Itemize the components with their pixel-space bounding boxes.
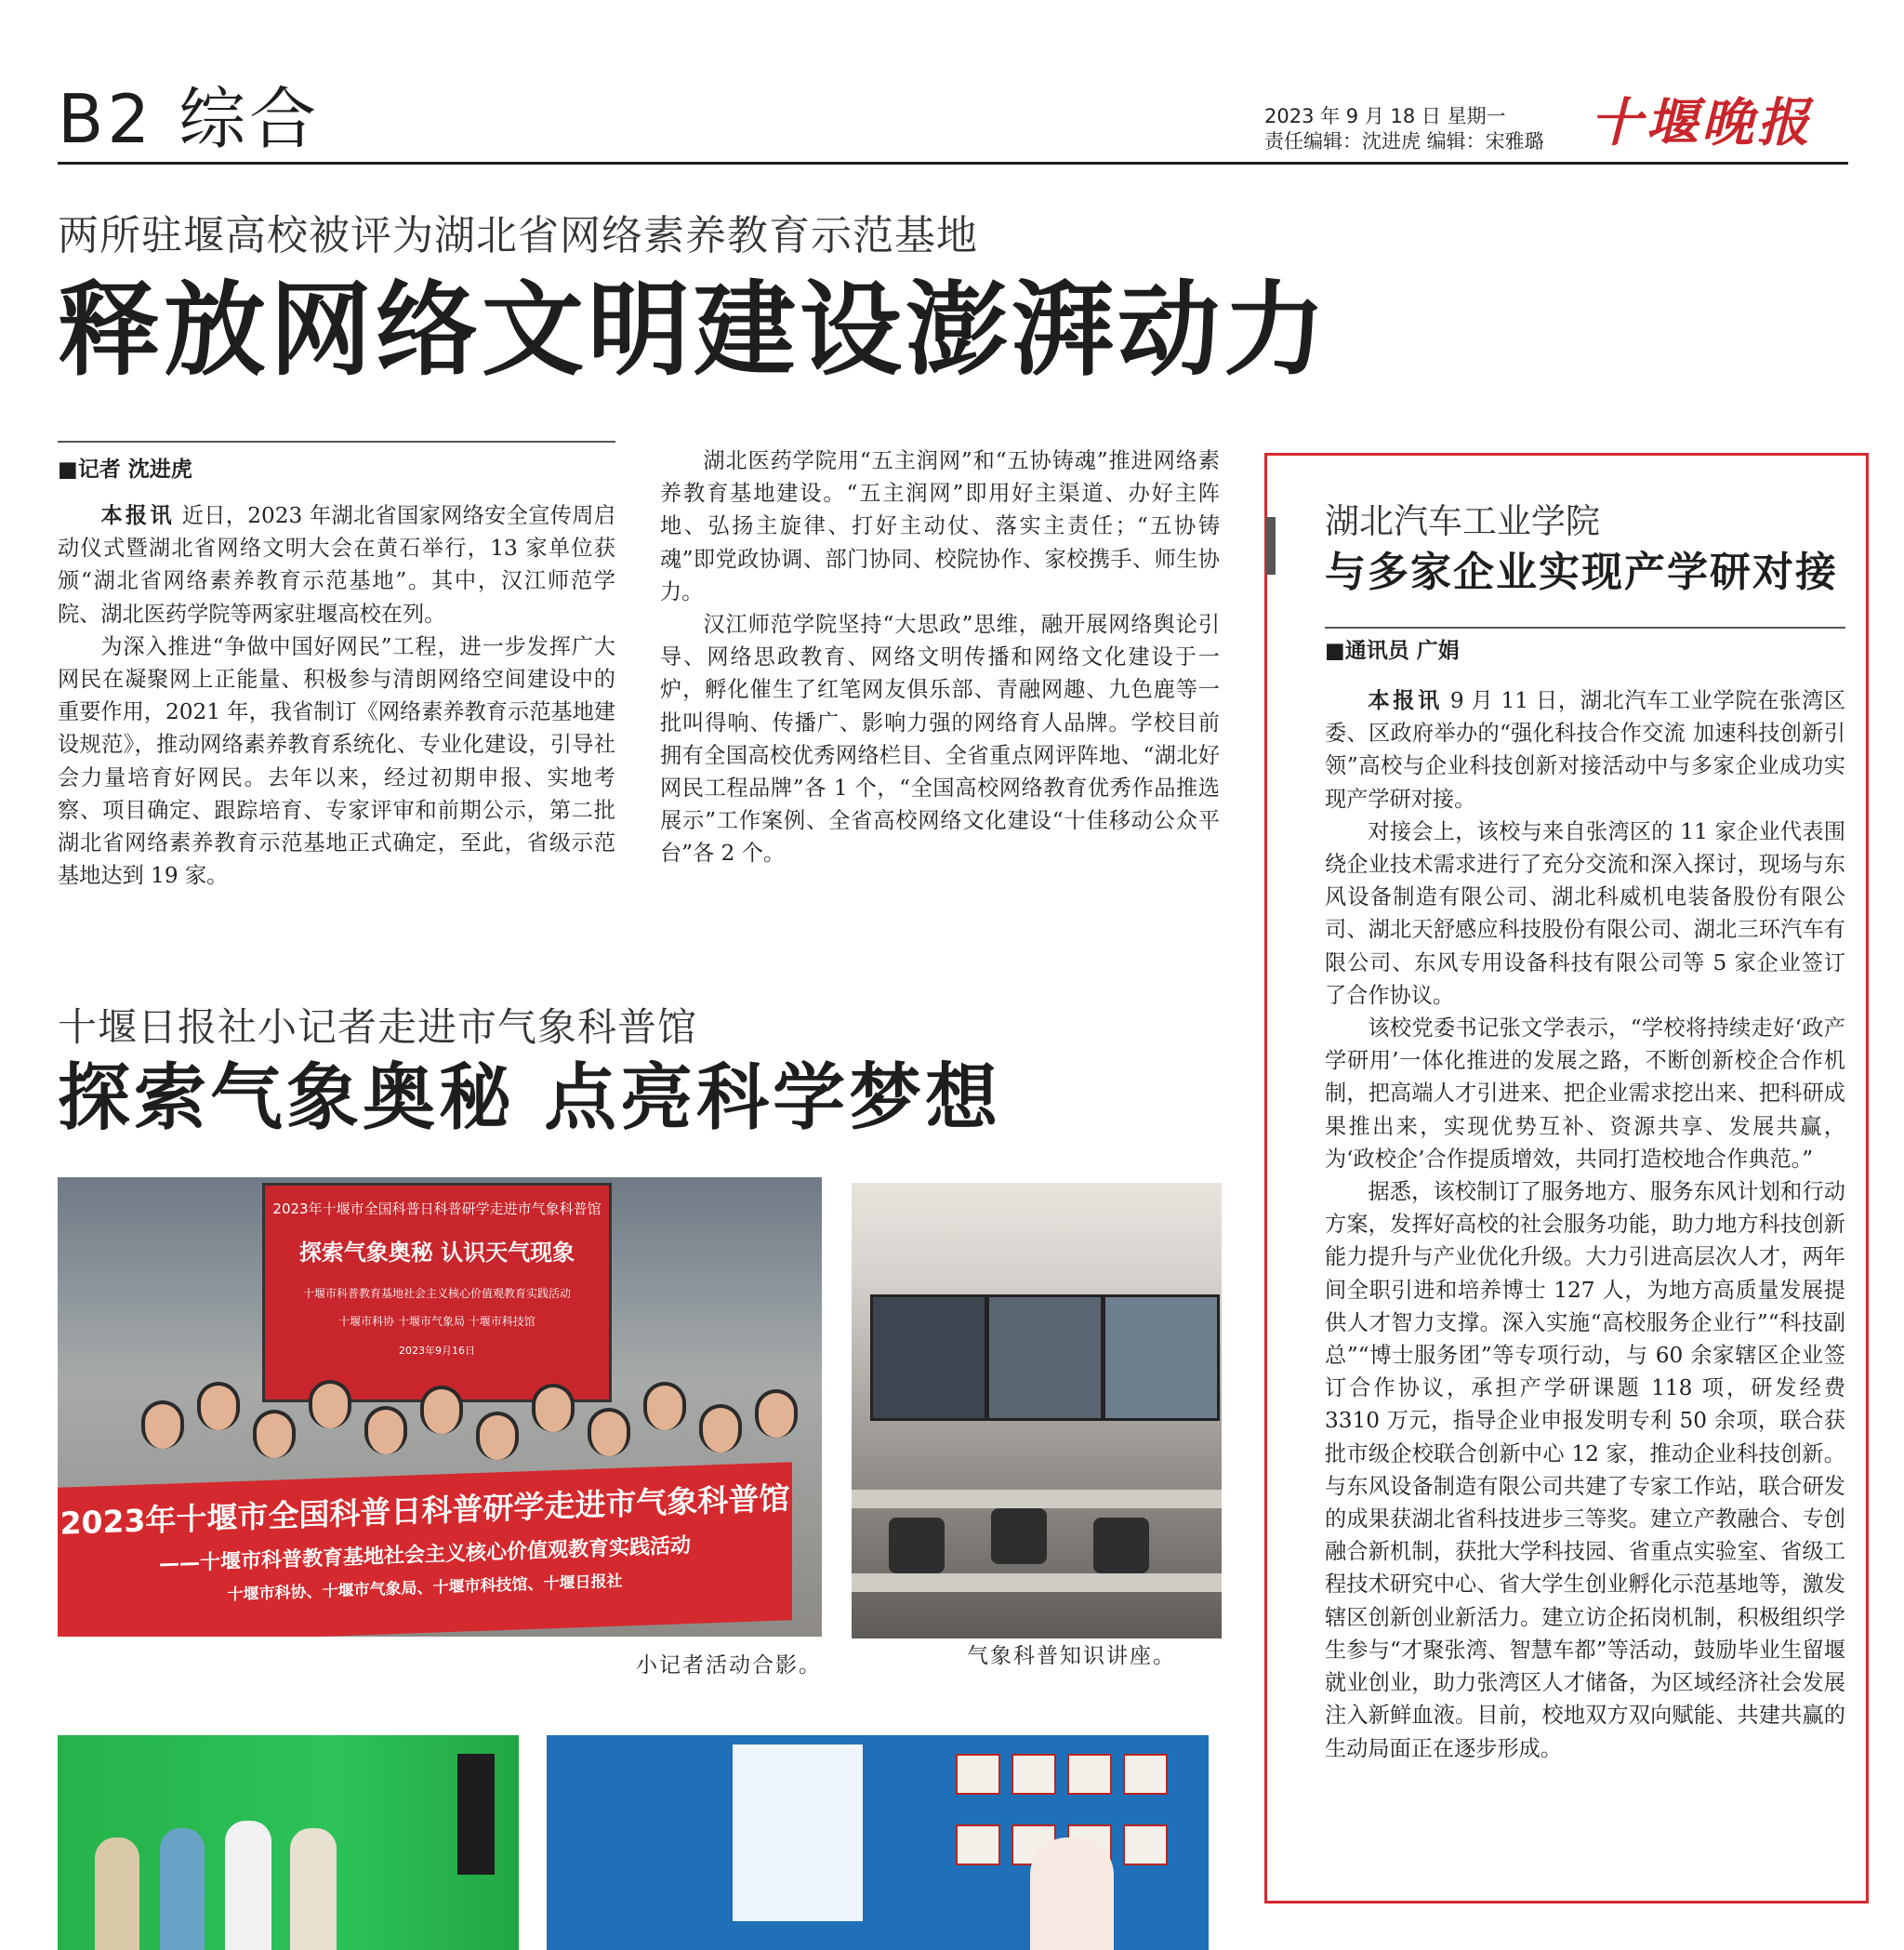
child-figure bbox=[476, 1412, 519, 1460]
screen-line: 2023年十堰市全国科普日科普研学走进市气象科普馆 bbox=[272, 1201, 602, 1217]
desk-row bbox=[852, 1573, 1222, 1592]
video-wall-panel bbox=[1103, 1294, 1220, 1421]
video-wall-panel bbox=[986, 1294, 1104, 1421]
article1-byline: ■记者 沈进虎 bbox=[58, 458, 192, 482]
red-banner bbox=[58, 1462, 792, 1637]
lead-tag: 本报讯 bbox=[1368, 688, 1443, 713]
banner-line: 2023年十堰市全国科普日科普研学走进市气象科普馆 bbox=[60, 1479, 790, 1542]
screen-line: 探索气象奥秘 认识天气现象 bbox=[298, 1240, 575, 1266]
header-info bbox=[1264, 104, 1544, 154]
child-figure bbox=[253, 1410, 296, 1458]
warning-icon-tile bbox=[956, 1754, 1000, 1795]
banner-line: 十堰市科协、十堰市气象局、十堰市科技馆、十堰日报社 bbox=[227, 1572, 623, 1605]
header-rule bbox=[58, 162, 1848, 165]
photo1-caption: 小记者活动合影。 bbox=[636, 1653, 822, 1678]
chair bbox=[1093, 1518, 1149, 1573]
paragraph-text: 近日，2023 年湖北省国家网络安全宣传周启动仪式暨湖北省网络文明大会在黄石举行，13 家单位获颁“湖北省网络素养教育示范基地”。其中，汉江师范学院、湖北医药学院等两家驻堰高校在列。 bbox=[58, 503, 615, 627]
chair bbox=[991, 1508, 1047, 1564]
paragraph-text: 9 月 11 日，湖北汽车工业学院在张湾区委、区政府举办的“强化科技合作交流 加速科技创新引领”高校与企业科技创新对接活动中与多家企业成功实现产学研对接。 bbox=[1325, 688, 1846, 812]
child-figure bbox=[141, 1400, 184, 1449]
article2-headline: 探索气象奥秘 点亮科学梦想 bbox=[58, 1055, 1002, 1140]
article1-paragraph: 为深入推进“争做中国好网民”工程，进一步发挥广大网民在凝聚网上正能量、积极参与清朗网络空间建设中的重要作用，2021 年，我省制订《网络素养教育示范基地建设规范》，推动网络素养教育系统化、专业化建设，引导社会力量培育好网民。去年以来，经过初期申报、实地考察、项目确定、跟踪培育、专家评审和前期公示，第二批湖北省网络素养教育示范基地正式确定，至此，省级示范基地达到 19 家。 bbox=[58, 633, 615, 889]
instructor-figure bbox=[1030, 1837, 1114, 1950]
issue-date: 2023 年 9 月 18 日 星期一 bbox=[1264, 105, 1506, 127]
child-figure bbox=[420, 1386, 463, 1434]
sidebar-paragraph: 据悉，该校制订了服务地方、服务东风计划和行动方案，发挥好高校的社会服务功能，助力地方科技创新能力提升与产业优化升级。大力引进高层次人才，两年间全职引进和培养博士 127 人，为地方高质量发展提供人才智力支撑。深入实施“高校服务企业行”“科技副总”“博士服务团”等专项行动，与 60 余家辖区企业签订合作协议，承担产学研课题 118 项，研发经费 3310 万元，指导企业申报发明专利 50 余项，联合获批市级企校联合创新中心 12 家，推动企业科技创新。与东风设备制造有限公司共建了专家工作站，联合研发的成果获湖北省科技进步三等奖。建立产教融合、专创融合新机制，获批大学科技园、省重点实验室、省级工程技术研究中心、省大学生创业孵化示范基地等，激发辖区创新创业新活力。建立访企拓岗机制，积极组织学生参与“才聚张湾、智慧车都”等活动，鼓励毕业生留堰就业创业，助力张湾区人才储备，为区域经济社会发展注入新鲜血液。目前，校地双方双向赋能、共建共赢的生动局面正在逐步形成。 bbox=[1325, 1179, 1845, 1761]
photo2-caption: 气象科普知识讲座。 bbox=[967, 1644, 1176, 1668]
child-figure bbox=[364, 1406, 407, 1454]
article2-kicker: 十堰日报社小记者走进市气象科普馆 bbox=[58, 1004, 698, 1050]
article1-paragraph: 汉江师范学院坚持“大思政”思维，融开展网络舆论引导、网络思政教育、网络文明传播和网络文化建设于一炉，孵化催生了红笔网友俱乐部、青融网趣、九色鹿等一批叫得响、传播广、影响力强的网络育人品牌。学校目前拥有全国高校优秀网络栏目、全省重点网评阵地、“湖北好网民工程品牌”各 1 个，“全国高校网络教育优秀作品推选展示”工作案例、全省高校网络文化建设“十佳移动公众平台”各 2 个。 bbox=[660, 612, 1220, 867]
screen-line: 2023年9月16日 bbox=[399, 1345, 475, 1357]
child-figure bbox=[95, 1837, 139, 1950]
video-wall-panel bbox=[870, 1294, 987, 1421]
child-figure bbox=[532, 1384, 575, 1432]
chair bbox=[889, 1518, 945, 1573]
info-poster bbox=[733, 1744, 863, 1921]
section-label: B2 综合 bbox=[58, 80, 321, 158]
child-figure bbox=[197, 1382, 240, 1430]
sidebar-kicker: 湖北汽车工业学院 bbox=[1325, 501, 1600, 541]
desk-row bbox=[852, 1490, 1222, 1508]
sidebar-title: 与多家企业实现产学研对接 bbox=[1325, 549, 1838, 596]
warning-icon-tile bbox=[1012, 1754, 1056, 1795]
child-figure bbox=[755, 1389, 798, 1438]
lecture-photo bbox=[852, 1183, 1222, 1638]
display-wall-photo bbox=[547, 1735, 1209, 1950]
article1-rule bbox=[58, 441, 615, 443]
lead-tag: 本报讯 bbox=[100, 503, 175, 528]
warning-icon-tile bbox=[956, 1824, 1000, 1865]
banner-line: ——十堰市科普教育基地社会主义核心价值观教育实践活动 bbox=[158, 1534, 691, 1576]
child-figure bbox=[225, 1821, 271, 1950]
sidebar-body bbox=[1325, 684, 1845, 1765]
warning-icon-tile bbox=[1123, 1824, 1168, 1865]
child-figure bbox=[588, 1408, 630, 1456]
editors-line: 责任编辑：沈进虎 编辑：宋雅璐 bbox=[1264, 130, 1544, 153]
sidebar-paragraph: 该校党委书记张文学表示，“学校将持续走好‘政产学研用’一体化推进的发展之路，不断创新校企合作机制，把高端人才引进来、把企业需求挖出来、把科研成果推出来，实现优势互补、资源共享、发展共赢，为‘政校企’合作提质增效，共同打造校地合作典范。” bbox=[1325, 1015, 1845, 1172]
child-figure bbox=[290, 1828, 337, 1950]
warning-icon-tile bbox=[1123, 1754, 1168, 1795]
sidebar-marker bbox=[1266, 517, 1276, 575]
article1-headline: 释放网络文明建设澎湃动力 bbox=[58, 270, 1329, 390]
warning-icon-tile bbox=[1067, 1754, 1112, 1795]
child-figure bbox=[160, 1828, 205, 1950]
child-figure bbox=[699, 1404, 742, 1453]
article1-kicker: 两所驻堰高校被评为湖北省网络素养教育示范基地 bbox=[58, 212, 978, 259]
screen-line: 十堰市科普教育基地社会主义核心价值观教育实践活动 bbox=[302, 1287, 571, 1300]
child-figure bbox=[309, 1380, 351, 1428]
red-screen bbox=[262, 1183, 612, 1402]
article1-column-1 bbox=[58, 499, 615, 892]
article1-column-2 bbox=[660, 444, 1220, 870]
green-screen-photo bbox=[58, 1735, 519, 1950]
screen-line: 十堰市科协 十堰市气象局 十堰市科技馆 bbox=[338, 1315, 536, 1328]
article1-paragraph bbox=[58, 499, 615, 630]
sidebar-byline: ■通讯员 广娟 bbox=[1325, 639, 1460, 663]
group-photo bbox=[58, 1177, 822, 1637]
masthead-logo: 十堰晚报 bbox=[1590, 92, 1813, 153]
article1-paragraph: 湖北医药学院用“五主润网”和“五协铸魂”推进网络素养教育基地建设。“五主润网”即用好主渠道、办好主阵地、弘扬主旋律、打好主动仗、落实主责任；“五协铸魂”即党政协调、部门协同、校院协作、家校携手、师生协力。 bbox=[660, 448, 1220, 604]
sidebar-paragraph: 对接会上，该校与来自张湾区的 11 家企业代表围绕企业技术需求进行了充分交流和深入探讨，现场与东风设备制造有限公司、湖北科威机电装备股份有限公司、湖北天舒感应科技股份有限公司、湖北三环汽车有限公司、东风专用设备科技有限公司等 5 家企业签订了合作协议。 bbox=[1325, 818, 1845, 1008]
sidebar-rule bbox=[1325, 627, 1845, 629]
sidebar-paragraph bbox=[1325, 684, 1845, 816]
camera-monitor bbox=[457, 1754, 495, 1875]
child-figure bbox=[643, 1382, 686, 1430]
